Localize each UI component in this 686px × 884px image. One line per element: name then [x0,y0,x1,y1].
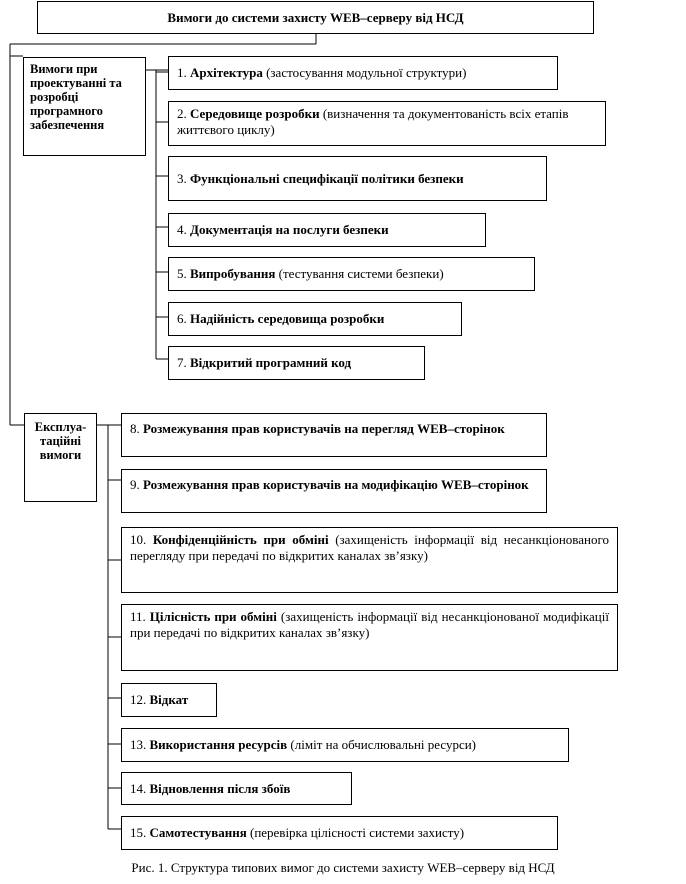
requirement-3: 3. Функціональні специфікації політики безпеки [168,156,547,201]
requirement-title: Розмежування прав користувачів на модифікацію WEB–сторінок [143,477,529,492]
requirement-title: Розмежування прав користувачів на перегляд WEB–сторінок [143,421,505,436]
requirement-8: 8. Розмежування прав користувачів на перегляд WEB–сторінок [121,413,547,457]
requirement-note: (захищеність інформації від несанкціонованого перегляду при передачі по відкритих каналах зв’язку) [130,532,609,563]
requirement-2: 2. Середовище розробки (визначення та документованість всіх етапів життєвого циклу) [168,101,606,146]
requirement-title: Самотестування [149,825,247,840]
requirement-title: Використання ресурсів [149,737,288,752]
requirement-9: 9. Розмежування прав користувачів на модифікацію WEB–сторінок [121,469,547,513]
category-label: Експлуа-таційні вимоги [34,420,87,462]
root-title: Вимоги до системи захисту WEB–серверу від НСД [167,9,464,25]
category-operational-requirements [24,413,97,502]
requirement-7: 7. Відкритий програмний код [168,346,425,380]
requirement-10: 10. Конфіденційність при обміні (захищеність інформації від несанкціонованого перегляду при передачі по відкритих каналах зв’язку) [121,527,618,593]
requirement-note: (ліміт на обчислювальні ресурси) [287,737,477,752]
category-label: Вимоги при проектуванні та розробці програмного забезпечення [30,62,122,132]
requirement-note: (перевірка цілісності системи захисту) [246,825,465,840]
requirement-note: (застосування модульної структури) [262,65,467,80]
requirement-title: Цілісність при обміні [149,609,277,624]
requirement-title: Відкритий програмний код [190,355,352,370]
requirement-14: 14. Відновлення після збоїв [121,772,352,805]
requirement-15: 15. Самотестування (перевірка цілісності системи захисту) [121,816,558,850]
requirement-title: Функціональні специфікації політики безпеки [190,170,464,186]
requirement-12: 12. Відкат [121,683,217,717]
requirement-title: Архітектура [190,65,263,80]
requirement-note: (тестування системи безпеки) [275,266,444,281]
requirement-11: 11. Цілісність при обміні (захищеність інформації від несанкціонованої модифікації при передачі по відкритих каналах зв’язку) [121,604,618,671]
requirement-note: (захищеність інформації від несанкціонованої модифікації при передачі по відкритих каналах зв’язку) [130,609,609,640]
requirement-title: Середовище розробки [190,106,320,121]
requirement-title: Випробування [190,266,276,281]
requirement-note: (визначення та документованість всіх етапів життєвого циклу) [177,106,569,137]
requirement-13: 13. Використання ресурсів (ліміт на обчислювальні ресурси) [121,728,569,762]
requirement-6: 6. Надійність середовища розробки [168,302,462,336]
requirement-5: 5. Випробування (тестування системи безпеки) [168,257,535,291]
requirement-title: Відкат [149,692,189,707]
requirement-title: Надійність середовища розробки [190,311,385,326]
requirement-4: 4. Документація на послуги безпеки [168,213,486,247]
requirement-title: Відновлення після збоїв [149,780,291,796]
requirement-1: 1. Архітектура (застосування модульної структури) [168,56,558,90]
requirement-title: Конфіденційність при обміні [152,532,329,547]
figure-caption: Рис. 1. Структура типових вимог до системи захисту WEB–серверу від НСД [131,860,555,875]
root-title-box [37,1,594,34]
category-design-requirements [23,57,146,156]
requirement-title: Документація на послуги безпеки [190,222,389,237]
